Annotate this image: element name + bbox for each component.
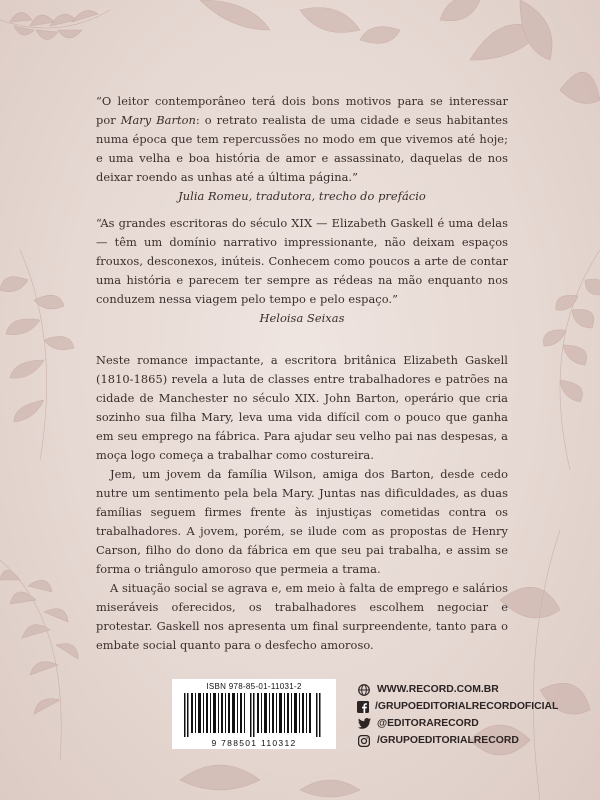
- link-text: @EDITORARECORD: [377, 718, 479, 729]
- isbn-label: ISBN 978-85-01-11031-2: [206, 682, 302, 691]
- book-title-italic: Mary Barton: [120, 113, 196, 127]
- link-text: WWW.RECORD.COM.BR: [377, 684, 499, 695]
- link-text: /GRUPOEDITORIALRECORDOFICIAL: [375, 701, 559, 712]
- twitter-link[interactable]: [357, 715, 537, 732]
- synopsis-paragraph: Neste romance impactante, a escritora britânica Elizabeth Gaskell (1810-1865) revela a luta de classes entre trabalhadores e patrões na cidade de Manchester no século XIX. John Barton, operário que cria sozinho sua filha Mary, leva uma vida difícil com o pouco que ganha em seu emprego na fábrica. Para ajudar seu velho pai nas despesas, a moça logo começa a trabalhar como costureira.: [96, 353, 508, 462]
- link-text: /GRUPOEDITORIALRECORD: [377, 735, 519, 746]
- twitter-icon: [357, 717, 371, 731]
- website-link[interactable]: [357, 681, 537, 698]
- review-quote-2: [96, 214, 508, 328]
- quote-attribution: Heloisa Seixas: [259, 311, 345, 325]
- publisher-links: [357, 681, 559, 749]
- quote-text: “As grandes escritoras do século XIX — Elizabeth Gaskell é uma delas — têm um domínio narrativo impressionante, não deixam espaços frouxos, desconexos, inúteis. Conhecem como poucos a arte de contar uma história e parecem ter sempre as rédeas na mão enquanto nos conduzem nessa viagem pelo tempo e pelo espaço.”: [96, 216, 508, 306]
- barcode-digits: 9 788501 110312: [211, 738, 297, 748]
- isbn-barcode: [172, 679, 336, 749]
- synopsis-paragraph: Jem, um jovem da família Wilson, amiga dos Barton, desde cedo nutre um sentimento pela bela Mary. Juntas nas dificuldades, as duas famílias seguem firmes frente às injustiças cometidas contra os trabalhadores. A jovem, porém, se ilude com as propostas de Henry Carson, filho do dono da fábrica em que seu pai trabalha, e assim se forma o triângulo amoroso que permeia a trama.: [96, 467, 508, 576]
- globe-icon: [357, 683, 371, 697]
- book-synopsis: [96, 351, 508, 655]
- facebook-link[interactable]: [357, 698, 559, 715]
- quote-attribution: Julia Romeu, tradutora, trecho do prefácio: [178, 189, 426, 203]
- instagram-link[interactable]: [357, 732, 537, 749]
- review-quote-1: [96, 92, 508, 206]
- instagram-icon: [357, 734, 371, 748]
- barcode-bars: [184, 693, 324, 737]
- quote-text: “O leitor contemporâneo terá dois bons motivos para se interessar por Mary Barton: o retrato realista de uma cidade e seus habitantes numa época que tem repercussões no modo em que vivemos até hoje; e uma velha e boa história de amor e assassinato, daquelas de nos deixar roendo as unhas até a última página.”: [96, 94, 508, 184]
- facebook-icon: [357, 700, 369, 714]
- synopsis-paragraph: A situação social se agrava e, em meio à falta de emprego e salários miseráveis oferecidos, os trabalhadores escolhem negociar e protestar. Gaskell nos apresenta um final surpreendente, tanto para o embate social quanto para o desfecho amoroso.: [96, 581, 508, 652]
